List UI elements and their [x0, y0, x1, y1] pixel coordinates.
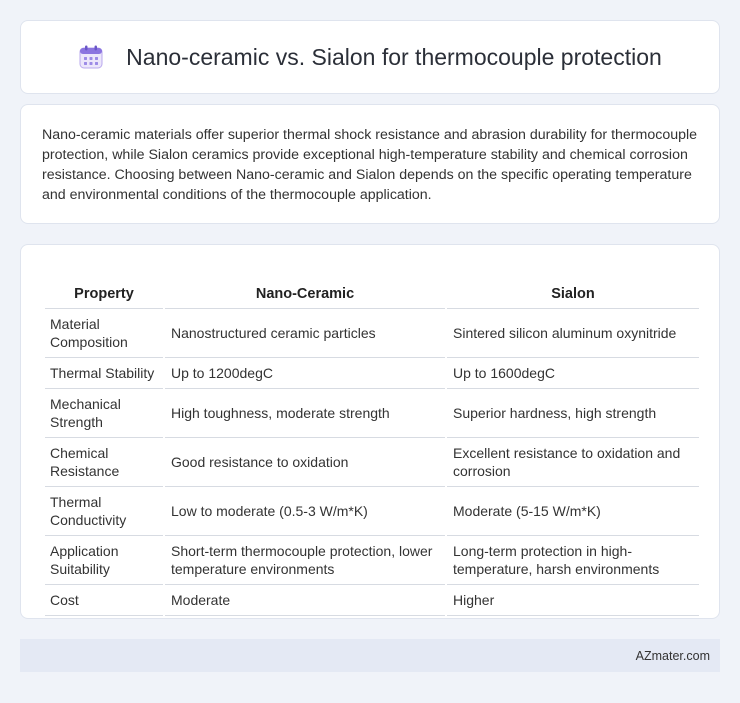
table-row	[45, 438, 699, 487]
sialon-cell: Moderate (5-15 W/m*K)	[447, 487, 699, 536]
sialon-cell: Excellent resistance to oxidation and corrosion	[447, 438, 699, 487]
sialon-cell: Long-term protection in high-temperature, harsh environments	[447, 536, 699, 585]
nano-ceramic-cell: Low to moderate (0.5-3 W/m*K)	[165, 487, 445, 536]
sialon-cell: Up to 1600degC	[447, 358, 699, 389]
footer-bar	[20, 639, 720, 672]
property-cell: Application Suitability	[45, 536, 163, 585]
header-property: Property	[45, 265, 163, 309]
sialon-cell: Higher	[447, 585, 699, 616]
property-cell: Cost	[45, 585, 163, 616]
nano-ceramic-cell: Good resistance to oxidation	[165, 438, 445, 487]
header-sialon: Sialon	[447, 265, 699, 309]
sialon-cell: Superior hardness, high strength	[447, 389, 699, 438]
comparison-table	[43, 265, 701, 616]
page-title: Nano-ceramic vs. Sialon for thermocouple protection	[126, 43, 662, 70]
property-cell: Chemical Resistance	[45, 438, 163, 487]
table-row	[45, 536, 699, 585]
nano-ceramic-cell: High toughness, moderate strength	[165, 389, 445, 438]
property-cell: Mechanical Strength	[45, 389, 163, 438]
table-header-row	[45, 265, 699, 309]
table-row	[45, 358, 699, 389]
nano-ceramic-cell: Moderate	[165, 585, 445, 616]
footer-brand-link[interactable]: AZmater.com	[635, 648, 710, 663]
comparison-table-card	[20, 244, 720, 619]
table-row	[45, 585, 699, 616]
nano-ceramic-cell: Up to 1200degC	[165, 358, 445, 389]
nano-ceramic-cell: Nanostructured ceramic particles	[165, 309, 445, 358]
intro-card	[20, 104, 720, 224]
title-card	[20, 20, 720, 94]
nano-ceramic-cell: Short-term thermocouple protection, lower temperature environments	[165, 536, 445, 585]
sialon-cell: Sintered silicon aluminum oxynitride	[447, 309, 699, 358]
property-cell: Thermal Conductivity	[45, 487, 163, 536]
table-row	[45, 309, 699, 358]
table-row	[45, 389, 699, 438]
intro-paragraph: Nano-ceramic materials offer superior thermal shock resistance and abrasion durability for thermocouple protection, while Sialon ceramics provide exceptional high-temperature stability and chemical corrosion resistance. Choosing between Nano-ceramic and Sialon depends on the specific operating temperature and environmental conditions of the thermocouple application.	[42, 127, 698, 203]
header-nano-ceramic: Nano-Ceramic	[165, 265, 445, 309]
property-cell: Material Composition	[45, 309, 163, 358]
property-cell: Thermal Stability	[45, 358, 163, 389]
table-row	[45, 487, 699, 536]
calendar-icon	[78, 44, 104, 70]
